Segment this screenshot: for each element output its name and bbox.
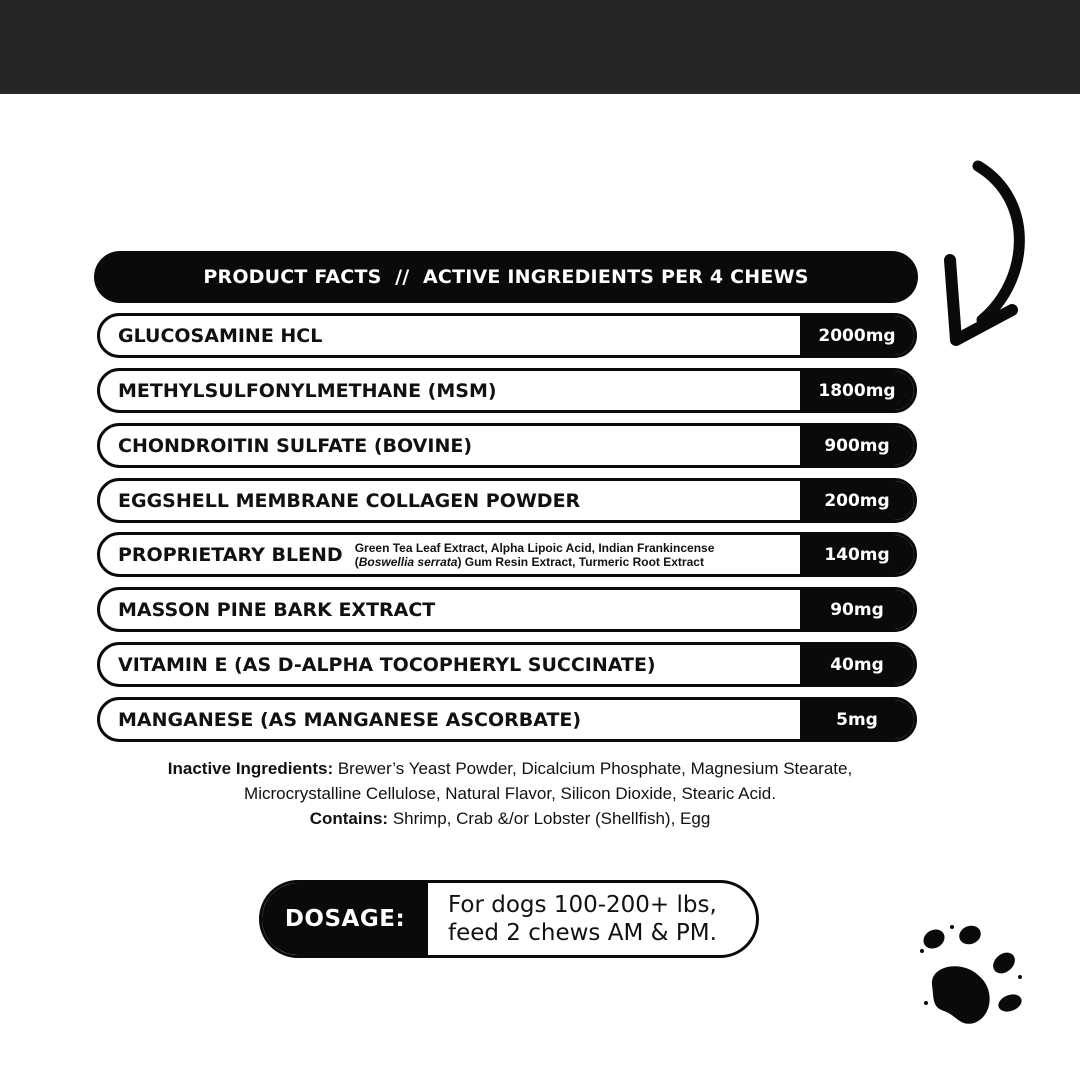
contains-text: Shrimp, Crab &/or Lobster (Shellfish), Egg	[388, 809, 711, 828]
ingredient-name: VITAMIN E (AS D-ALPHA TOCOPHERYL SUCCINATE)	[118, 653, 656, 676]
top-bar	[0, 0, 1080, 94]
ingredient-row	[97, 478, 917, 523]
ingredient-row	[97, 697, 917, 742]
ingredient-amount: 90mg	[800, 590, 914, 629]
inactive-text-line1: Brewer’s Yeast Powder, Dicalcium Phosphate, Magnesium Stearate,	[333, 759, 853, 778]
blend-description	[355, 541, 715, 569]
contains-label: Contains:	[309, 809, 389, 828]
curved-arrow-down-icon	[940, 160, 1030, 350]
blend-desc-italic: Boswellia serrata	[358, 554, 458, 569]
product-facts-header	[94, 251, 918, 303]
ingredient-name: GLUCOSAMINE HCL	[118, 324, 323, 347]
dosage-box	[259, 880, 759, 958]
ingredient-row	[97, 642, 917, 687]
ingredient-name: MANGANESE (AS MANGANESE ASCORBATE)	[118, 708, 582, 731]
ingredient-name-wrap	[100, 541, 800, 569]
ingredient-name: EGGSHELL MEMBRANE COLLAGEN POWDER	[118, 489, 581, 512]
ingredient-amount: 140mg	[800, 535, 914, 574]
dosage-line1: For dogs 100-200+ lbs,	[448, 892, 717, 918]
ingredient-name: PROPRIETARY BLEND	[118, 543, 343, 566]
blend-desc-rest: ) Gum Resin Extract, Turmeric Root Extract	[457, 554, 704, 569]
ingredient-name: CHONDROITIN SULFATE (BOVINE)	[118, 434, 473, 457]
ingredient-amount: 5mg	[800, 700, 914, 739]
dosage-label: DOSAGE:	[262, 883, 428, 955]
ingredient-row	[97, 587, 917, 632]
dosage-text	[428, 883, 756, 955]
ingredient-amount: 2000mg	[800, 316, 914, 355]
product-facts-title: PRODUCT FACTS // ACTIVE INGREDIENTS PER 4 CHEWS	[203, 266, 809, 288]
ingredient-name: METHYLSULFONYLMETHANE (MSM)	[118, 379, 497, 402]
ingredient-amount: 40mg	[800, 645, 914, 684]
inactive-text-line2: Microcrystalline Cellulose, Natural Flavor, Silicon Dioxide, Stearic Acid.	[244, 784, 776, 803]
ingredient-row-proprietary-blend	[97, 532, 917, 577]
ingredient-name: MASSON PINE BARK EXTRACT	[118, 598, 436, 621]
ingredient-amount: 900mg	[800, 426, 914, 465]
inactive-label: Inactive Ingredients:	[167, 759, 334, 778]
ingredient-row	[97, 368, 917, 413]
paw-print-icon	[912, 915, 1032, 1035]
ingredient-amount: 1800mg	[800, 371, 914, 410]
blend-desc-open: (	[354, 554, 359, 569]
blend-desc-line1: Green Tea Leaf Extract, Alpha Lipoic Acid, Indian Frankincense	[354, 540, 715, 555]
inactive-ingredients	[100, 756, 920, 831]
ingredient-row	[97, 423, 917, 468]
ingredient-amount: 200mg	[800, 481, 914, 520]
dosage-line2: feed 2 chews AM & PM.	[448, 920, 717, 946]
ingredient-row	[97, 313, 917, 358]
